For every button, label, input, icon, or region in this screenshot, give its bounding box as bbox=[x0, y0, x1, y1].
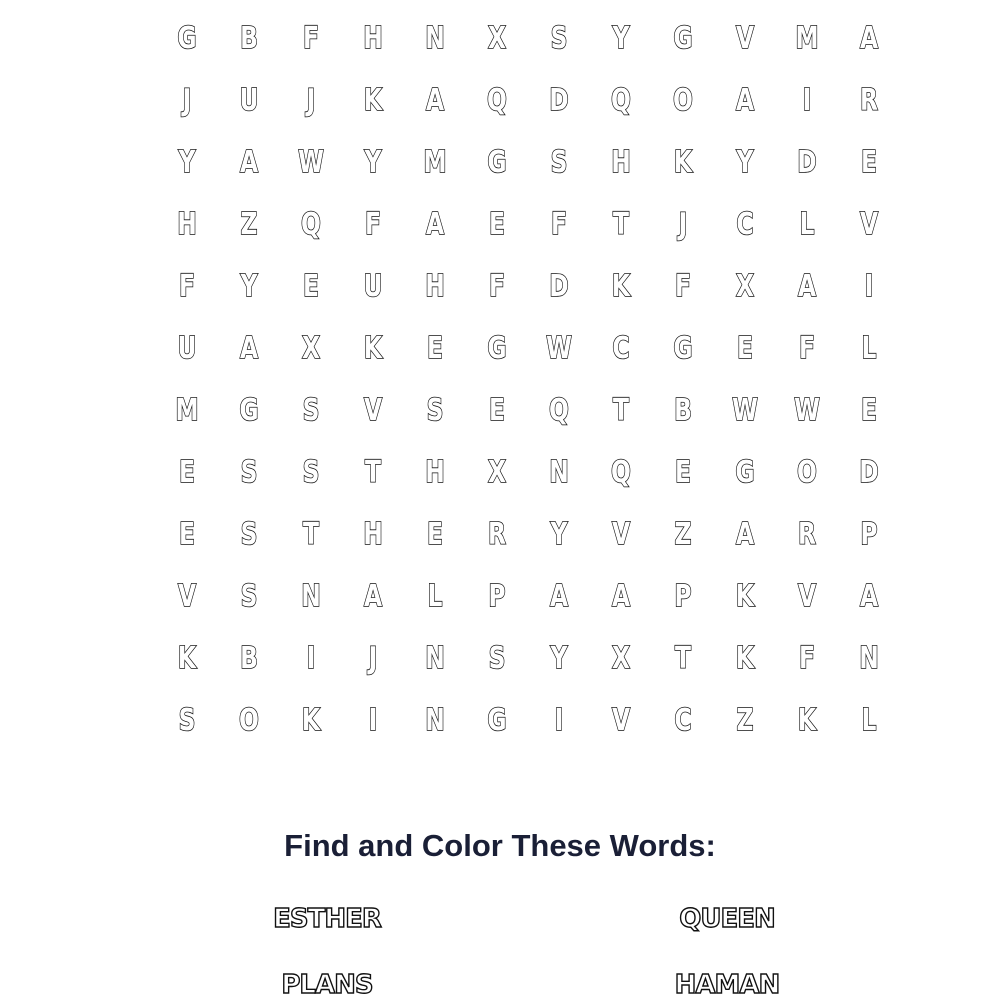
grid-letter-cell[interactable]: S bbox=[550, 21, 568, 56]
grid-letter-cell[interactable]: B bbox=[674, 393, 692, 428]
word-list-item-queen: QUEEN bbox=[679, 904, 775, 934]
grid-letter-cell[interactable]: X bbox=[487, 455, 507, 490]
grid-letter-cell[interactable]: L bbox=[799, 207, 815, 242]
grid-letter-cell[interactable]: A bbox=[239, 331, 259, 366]
grid-letter-cell[interactable]: H bbox=[425, 455, 445, 490]
grid-letter-cell[interactable]: D bbox=[859, 455, 879, 490]
grid-letter-cell[interactable]: Y bbox=[364, 145, 382, 180]
grid-letter-cell[interactable]: W bbox=[794, 393, 820, 428]
grid-letter-cell[interactable]: Y bbox=[178, 145, 196, 180]
grid-letter-cell[interactable]: H bbox=[177, 207, 197, 242]
grid-letter-cell[interactable]: M bbox=[175, 393, 199, 428]
grid-letter-cell[interactable]: E bbox=[861, 145, 877, 180]
grid-letter-cell[interactable]: L bbox=[861, 703, 877, 738]
grid-letter-cell[interactable]: K bbox=[177, 641, 197, 676]
grid-letter-cell[interactable]: E bbox=[489, 393, 505, 428]
grid-letter-cell[interactable]: E bbox=[737, 331, 753, 366]
grid-letter-cell[interactable]: T bbox=[613, 393, 629, 428]
grid-letter-cell[interactable]: N bbox=[549, 455, 569, 490]
grid-letter-cell[interactable]: H bbox=[425, 269, 445, 304]
grid-letter-cell[interactable]: F bbox=[799, 641, 815, 676]
grid-letter-cell[interactable]: S bbox=[488, 641, 506, 676]
grid-letter-cell[interactable]: G bbox=[177, 21, 197, 56]
grid-letter-cell[interactable]: Q bbox=[487, 83, 507, 118]
grid-letter-cell[interactable]: Y bbox=[736, 145, 754, 180]
grid-letter-cell[interactable]: E bbox=[427, 331, 443, 366]
grid-letter-cell[interactable]: W bbox=[546, 331, 572, 366]
grid-letter-cell[interactable]: H bbox=[363, 21, 383, 56]
grid-letter-cell[interactable]: G bbox=[239, 393, 259, 428]
grid-letter-cell[interactable]: Z bbox=[674, 517, 692, 552]
grid-letter-cell[interactable]: U bbox=[177, 331, 197, 366]
grid-letter-cell[interactable]: A bbox=[239, 145, 259, 180]
grid-letter-cell[interactable]: N bbox=[425, 641, 445, 676]
grid-letter-cell[interactable]: F bbox=[489, 269, 505, 304]
grid-letter-cell[interactable]: E bbox=[675, 455, 691, 490]
grid-letter-cell[interactable]: N bbox=[425, 703, 445, 738]
grid-letter-cell[interactable]: L bbox=[427, 579, 443, 614]
grid-letter-cell[interactable]: A bbox=[363, 579, 383, 614]
grid-letter-cell[interactable]: C bbox=[674, 703, 692, 738]
grid-letter-cell[interactable]: Y bbox=[550, 517, 568, 552]
grid-letter-cell[interactable]: I bbox=[802, 83, 812, 118]
grid-letter-cell[interactable]: C bbox=[612, 331, 630, 366]
grid-letter-cell[interactable]: G bbox=[673, 331, 693, 366]
grid-letter-cell[interactable]: S bbox=[302, 455, 320, 490]
grid-letter-cell[interactable]: T bbox=[365, 455, 381, 490]
grid-letter-cell[interactable]: O bbox=[239, 703, 259, 738]
grid-letter-cell[interactable]: Q bbox=[611, 455, 631, 490]
instructions-title: Find and Color These Words: bbox=[284, 828, 716, 863]
grid-letter-cell[interactable]: J bbox=[368, 641, 378, 676]
grid-letter-cell[interactable]: S bbox=[302, 393, 320, 428]
grid-letter-cell[interactable]: O bbox=[797, 455, 817, 490]
grid-letter-cell[interactable]: V bbox=[363, 393, 383, 428]
grid-letter-cell[interactable]: R bbox=[797, 517, 817, 552]
word-list-item-haman: HAMAN bbox=[674, 970, 780, 1000]
grid-letter-cell[interactable]: K bbox=[673, 145, 693, 180]
grid-letter-cell[interactable]: X bbox=[735, 269, 755, 304]
grid-letter-cell[interactable]: X bbox=[487, 21, 507, 56]
grid-letter-cell[interactable]: T bbox=[675, 641, 691, 676]
grid-letter-cell[interactable]: F bbox=[303, 21, 319, 56]
grid-letter-cell[interactable]: E bbox=[489, 207, 505, 242]
grid-letter-cell[interactable]: R bbox=[859, 83, 879, 118]
grid-letter-cell[interactable]: X bbox=[611, 641, 631, 676]
grid-letter-cell[interactable]: E bbox=[861, 393, 877, 428]
grid-letter-cell[interactable]: V bbox=[177, 579, 197, 614]
grid-letter-cell[interactable]: M bbox=[795, 21, 819, 56]
grid-letter-cell[interactable]: L bbox=[861, 331, 877, 366]
grid-letter-cell[interactable]: A bbox=[859, 21, 879, 56]
word-list-item-plans: PLANS bbox=[281, 970, 373, 1000]
grid-letter-cell[interactable]: B bbox=[240, 641, 258, 676]
grid-letter-cell[interactable]: E bbox=[179, 517, 195, 552]
grid-letter-cell[interactable]: F bbox=[551, 207, 567, 242]
grid-letter-cell[interactable]: X bbox=[301, 331, 321, 366]
grid-letter-cell[interactable]: P bbox=[860, 517, 878, 552]
grid-letter-cell[interactable]: K bbox=[611, 269, 631, 304]
grid-letter-cell[interactable]: S bbox=[550, 145, 568, 180]
grid-letter-cell[interactable]: Q bbox=[611, 83, 631, 118]
grid-letter-cell[interactable]: I bbox=[368, 703, 378, 738]
grid-letter-cell[interactable]: H bbox=[611, 145, 631, 180]
grid-letter-cell[interactable]: S bbox=[240, 455, 258, 490]
grid-letter-cell[interactable]: T bbox=[613, 207, 629, 242]
grid-letter-cell[interactable]: A bbox=[425, 83, 445, 118]
grid-letter-cell[interactable]: D bbox=[797, 145, 817, 180]
word-search-grid bbox=[156, 8, 900, 752]
grid-letter-cell[interactable]: Y bbox=[240, 269, 258, 304]
grid-letter-cell[interactable]: G bbox=[735, 455, 755, 490]
grid-letter-cell[interactable]: I bbox=[306, 641, 316, 676]
grid-letter-cell[interactable]: A bbox=[549, 579, 569, 614]
grid-letter-cell[interactable]: A bbox=[735, 517, 755, 552]
grid-letter-cell[interactable]: K bbox=[735, 641, 755, 676]
grid-letter-cell[interactable]: E bbox=[179, 455, 195, 490]
grid-letter-cell[interactable]: S bbox=[426, 393, 444, 428]
grid-letter-cell[interactable]: S bbox=[240, 517, 258, 552]
grid-letter-cell[interactable]: D bbox=[549, 83, 569, 118]
grid-letter-cell[interactable]: P bbox=[674, 579, 692, 614]
grid-letter-cell[interactable]: B bbox=[240, 21, 258, 56]
grid-letter-cell[interactable]: F bbox=[675, 269, 691, 304]
word-list-item-esther: ESTHER bbox=[273, 904, 381, 934]
grid-letter-cell[interactable]: A bbox=[735, 83, 755, 118]
grid-letter-cell[interactable]: R bbox=[487, 517, 507, 552]
grid-letter-cell[interactable]: W bbox=[298, 145, 324, 180]
grid-letter-cell[interactable]: N bbox=[425, 21, 445, 56]
grid-letter-cell[interactable]: G bbox=[673, 21, 693, 56]
grid-letter-cell[interactable]: K bbox=[363, 331, 383, 366]
grid-letter-cell[interactable]: D bbox=[549, 269, 569, 304]
grid-letter-cell[interactable]: A bbox=[859, 579, 879, 614]
grid-letter-cell[interactable]: V bbox=[797, 579, 817, 614]
grid-letter-cell[interactable]: Q bbox=[301, 207, 321, 242]
grid-letter-cell[interactable]: P bbox=[488, 579, 506, 614]
grid-letter-cell[interactable]: Y bbox=[612, 21, 630, 56]
grid-letter-cell[interactable]: K bbox=[363, 83, 383, 118]
grid-letter-cell[interactable]: Z bbox=[736, 703, 754, 738]
grid-letter-cell[interactable]: G bbox=[487, 331, 507, 366]
grid-letter-cell[interactable]: N bbox=[301, 579, 321, 614]
grid-letter-cell[interactable]: M bbox=[423, 145, 447, 180]
grid-letter-cell[interactable]: V bbox=[859, 207, 879, 242]
grid-letter-cell[interactable]: Q bbox=[549, 393, 569, 428]
grid-letter-cell[interactable]: I bbox=[554, 703, 564, 738]
grid-letter-cell[interactable]: J bbox=[182, 83, 192, 118]
grid-letter-cell[interactable]: W bbox=[732, 393, 758, 428]
grid-letter-cell[interactable]: V bbox=[611, 703, 631, 738]
grid-letter-cell[interactable]: G bbox=[487, 703, 507, 738]
grid-letter-cell[interactable]: E bbox=[303, 269, 319, 304]
grid-letter-cell[interactable]: K bbox=[735, 579, 755, 614]
grid-letter-cell[interactable]: K bbox=[797, 703, 817, 738]
grid-letter-cell[interactable]: F bbox=[799, 331, 815, 366]
grid-letter-cell[interactable]: S bbox=[240, 579, 258, 614]
grid-letter-cell[interactable]: F bbox=[365, 207, 381, 242]
grid-letter-cell[interactable]: A bbox=[797, 269, 817, 304]
grid-letter-cell[interactable]: U bbox=[239, 83, 259, 118]
grid-letter-cell[interactable]: I bbox=[864, 269, 874, 304]
grid-letter-cell[interactable]: F bbox=[179, 269, 195, 304]
grid-letter-cell[interactable]: N bbox=[859, 641, 879, 676]
grid-letter-cell[interactable]: C bbox=[736, 207, 754, 242]
grid-letter-cell[interactable]: S bbox=[178, 703, 196, 738]
grid-letter-cell[interactable]: H bbox=[363, 517, 383, 552]
grid-letter-cell[interactable]: U bbox=[363, 269, 383, 304]
grid-letter-cell[interactable]: A bbox=[425, 207, 445, 242]
grid-letter-cell[interactable]: T bbox=[303, 517, 319, 552]
grid-letter-cell[interactable]: V bbox=[735, 21, 755, 56]
grid-letter-cell[interactable]: K bbox=[301, 703, 321, 738]
grid-letter-cell[interactable]: J bbox=[678, 207, 688, 242]
grid-letter-cell[interactable]: G bbox=[487, 145, 507, 180]
grid-letter-cell[interactable]: Y bbox=[550, 641, 568, 676]
grid-letter-cell[interactable]: E bbox=[427, 517, 443, 552]
grid-letter-cell[interactable]: V bbox=[611, 517, 631, 552]
grid-letter-cell[interactable]: Z bbox=[240, 207, 258, 242]
grid-letter-cell[interactable]: J bbox=[306, 83, 316, 118]
grid-letter-cell[interactable]: A bbox=[611, 579, 631, 614]
grid-letter-cell[interactable]: O bbox=[673, 83, 693, 118]
